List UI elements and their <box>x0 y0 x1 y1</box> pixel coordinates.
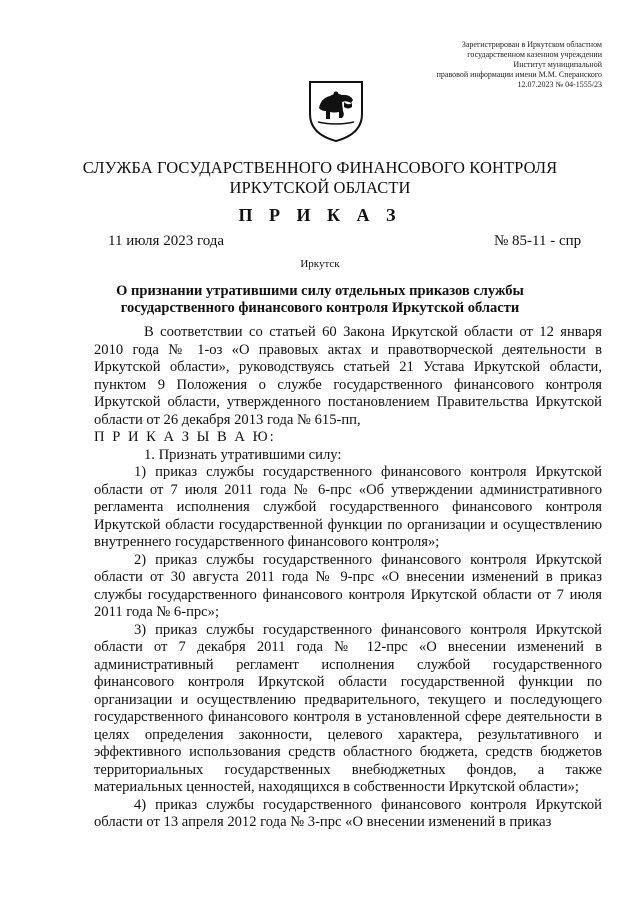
document-date: 11 июля 2023 года <box>108 233 225 249</box>
document-heading <box>0 283 640 317</box>
list-item: 3) приказ службы государственного финансового контроля Иркутской области от 7 декабря 2011 года № 12-прс «О внесении изменений в административный регламент исполнения службой государственного финансового контроля Иркутской области государственной функции по организации и осуществлению предварительного, текущего и последующего государственного финансового контроля в установленной сфере деятельности в целях определения законности, целевого характера, результативного и эффективного использования средств областного бюджета, средств бюджетов территориальных государственных внебюджетных фондов, а также материальных ценностей, находящихся в собственности Иркутской области»; <box>94 621 602 795</box>
preamble-paragraph: В соответствии со статьей 60 Закона Иркутской области от 12 января 2010 года № 1-оз «О правовых актах и правотворческой деятельности в Иркутской области», руководствуясь статьей 21 Устава Иркутской области, пунктом 9 Положения о службе государственного финансового контроля Иркутской области, утвержденного постановлением Правительства Иркутской области от 26 декабря 2013 года № 615-пп, <box>94 324 602 428</box>
heading-line1: О признании утратившими силу отдельных приказов службы <box>116 283 524 299</box>
list-item: 4) приказ службы государственного финансового контроля Иркутской области от 13 апреля 2012 года № 3-прс «О внесении изменений в приказ <box>94 796 602 830</box>
document-type: П Р И К А З <box>238 205 402 225</box>
document-number: № 85-11 - спр <box>494 233 582 249</box>
organization-name <box>0 158 640 198</box>
coat-of-arms-icon <box>306 78 366 144</box>
list-item: 1) приказ службы государственного финансового контроля Иркутской области от 7 июля 2011 года № 6-прс «Об утверждении административного регламента исполнения службой государственного финансового контроля Иркутской области государственной функции по организации и осуществлению внутреннего государственного финансового контроля»; <box>94 464 602 550</box>
stamp-line: государственном казенном учреждении <box>467 50 602 59</box>
document-city: Иркутск <box>300 258 340 270</box>
org-name-line1: СЛУЖБА ГОСУДАРСТВЕННОГО ФИНАНСОВОГО КОНТРОЛЯ <box>82 158 558 177</box>
registration-stamp <box>402 40 602 90</box>
stamp-line: 12.07.2023 № 04-1555/23 <box>517 80 602 89</box>
heading-line2: государственного финансового контроля Иркутской области <box>120 300 520 316</box>
list-item: 2) приказ службы государственного финансового контроля Иркутской области от 30 августа 2011 года № 9-прс «О внесении изменений в приказ службы государственного финансового контроля Иркутской области от 7 июля 2011 года № 6-прс»; <box>94 551 602 620</box>
org-name-line2: ИРКУТСКОЙ ОБЛАСТИ <box>229 178 411 197</box>
document-body <box>94 324 602 832</box>
stamp-line: Институт муниципальной <box>513 60 602 69</box>
point-1: 1. Признать утратившими силу: <box>144 446 342 463</box>
command-word: П Р И К А З Ы В А Ю: <box>94 429 276 445</box>
stamp-line: правовой информации имени М.М. Сперанского <box>436 70 602 79</box>
stamp-line: Зарегистрирован в Иркутском областном <box>461 40 602 49</box>
